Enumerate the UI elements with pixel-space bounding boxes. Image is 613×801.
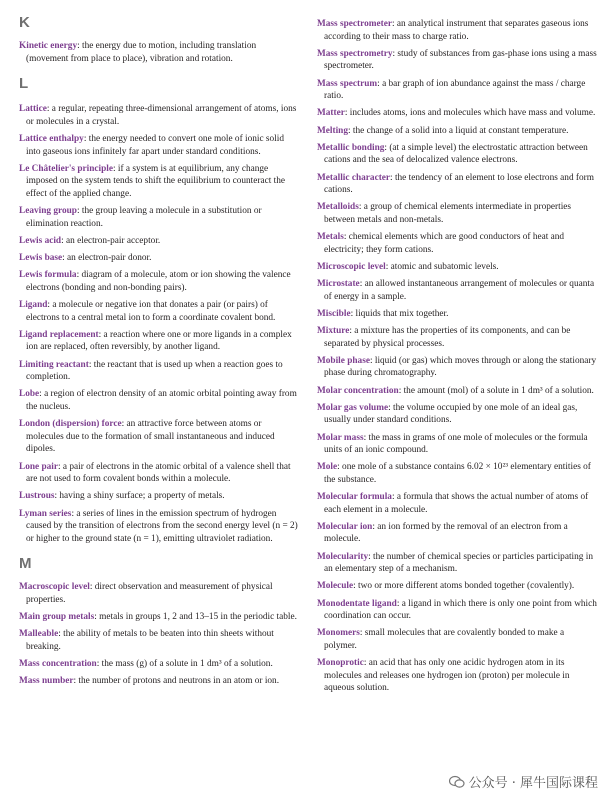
glossary-definition: : liquids that mix together. [350,308,449,319]
glossary-term: Metals [317,232,344,243]
wechat-icon [449,775,465,789]
glossary-definition: : liquid (or gas) which moves through or along the stationary phase during chromatography. [324,355,597,379]
glossary-definition: : a bar graph of ion abundance against the mass / charge ratio. [324,78,586,102]
glossary-entry [317,48,599,73]
glossary-entry [317,580,599,593]
glossary-term: Kinetic energy [19,41,78,51]
glossary-entry [19,461,298,486]
section-letter: K [19,14,30,31]
glossary-entry [317,308,599,321]
glossary-term: Malleable [19,629,59,640]
glossary-term: London (dispersion) force [19,419,122,430]
section-letter: L [19,75,29,93]
glossary-left-column [19,0,298,692]
glossary-definition: : the change of a solid into a liquid at constant temperature. [347,125,569,136]
glossary-entry [317,278,599,303]
glossary-definition: : the tendency of an element to lose electrons and form cations. [324,172,594,196]
glossary-entry [19,490,298,503]
glossary-definition: : the number of chemical species or particles participating in an elementary step of a mechanism. [324,551,593,575]
glossary-term: Lobe [19,389,40,400]
glossary-definition: : atomic and subatomic levels. [385,261,499,272]
glossary-definition: : a formula that shows the actual number of atoms of each element in a molecule. [324,492,589,515]
glossary-term: Matter [317,108,345,119]
glossary-entry [19,418,298,456]
glossary-term: Mass spectrum [317,78,378,89]
glossary-term: Mass number [19,676,74,687]
glossary-term: Limiting reactant [19,359,89,370]
glossary-entry [317,325,599,350]
glossary-term: Mass spectrometry [317,48,393,59]
glossary-term: Main group metals [19,612,95,623]
glossary-entry [19,269,298,294]
glossary-term: Lattice [19,104,47,115]
glossary-term: Lyman series [19,508,72,519]
glossary-term: Monomers [317,628,360,639]
glossary-term: Le Châtelier's principle [19,163,113,174]
glossary-entry [19,133,298,158]
glossary-term: Lewis formula [19,270,77,281]
glossary-term: Metallic character [317,172,391,183]
glossary-entry [317,521,599,546]
glossary-term: Miscible [317,308,351,319]
watermark [446,771,601,792]
glossary-definition: : the energy due to motion, including translation (movement from place to place), vibration and rotation. [26,41,257,64]
glossary-definition: : a region of electron density of an atomic orbital pointing away from the nucleus. [26,389,297,412]
glossary-entry [19,628,298,653]
glossary-term: Ligand [19,300,48,311]
glossary-entry [317,142,599,167]
glossary-term: Lattice enthalpy [19,133,84,144]
glossary-entry [317,125,599,138]
glossary-entry [317,385,599,398]
glossary-definition: : one mole of a substance contains 6.02 × 10²³ elementary entities of the substance. [324,462,591,485]
glossary-entry [317,18,599,43]
glossary-definition: : an analytical instrument that separates gaseous ions according to their mass to charge ratio. [324,19,589,42]
glossary-definition: : having a shiny surface; a property of metals. [54,491,225,502]
glossary-term: Molar mass [317,432,364,443]
glossary-definition: : two or more different atoms bonded together (covalently). [353,581,575,592]
glossary-entry [19,329,298,354]
glossary-definition: : the number of protons and neutrons in an atom or ion. [73,676,280,687]
glossary-term: Lewis base [19,253,63,264]
glossary-definition: : an attractive force between atoms or molecules due to the formation of small instantaneous and induced dipoles. [26,419,275,455]
glossary-term: Molecular ion [317,521,373,532]
glossary-term: Metallic bonding [317,142,385,153]
glossary-definition: : a reaction where one or more ligands in a complex ion are replaced, often reversibly, by another ligand. [26,329,292,353]
glossary-term: Mole [317,462,338,473]
glossary-term: Leaving group [19,206,77,217]
glossary-definition: : an allowed instantaneous arrangement of molecules or quanta of energy in a sample. [324,279,595,302]
glossary-entry [317,107,599,120]
glossary-definition: : a regular, repeating three-dimensional arrangement of atoms, ions or molecules in a crystal. [26,104,297,127]
glossary-entry [317,432,599,457]
glossary-definition: : a ligand in which there is only one point from which coordination can occur. [324,598,597,622]
glossary-entry [19,581,298,606]
glossary-term: Metalloids [317,202,359,213]
glossary-definition: : small molecules that are covalently bonded to make a polymer. [324,628,565,651]
glossary-entry [19,675,298,688]
glossary-term: Macroscopic level [19,582,90,593]
glossary-definition: : a molecule or negative ion that donates a pair (or pairs) of electrons to a central metal ion to form a coordinate covalent bond. [26,300,276,323]
glossary-entry [19,103,298,128]
glossary-term: Molecular formula [317,492,392,503]
glossary-term: Melting [317,125,348,136]
glossary-term: Monodentate ligand [317,598,397,609]
glossary-term: Ligand replacement [19,329,99,340]
glossary-entry [19,235,298,248]
glossary-definition: : if a system is at equilibrium, any change imposed on the system tends to shift the equilibrium to counteract the effect of the applied change. [26,163,285,199]
glossary-term: Molar gas volume [317,402,389,413]
glossary-entry [19,611,298,624]
glossary-definition: : a pair of electrons in the atomic orbital of a valence shell that are not used to form covalent bonds within a molecule. [26,461,291,485]
glossary-entry [19,658,298,671]
glossary-term: Microstate [317,279,360,290]
glossary-definition: : chemical elements which are good conductors of heat and electricity; they form cations. [324,232,565,255]
glossary-term: Molar concentration [317,385,399,396]
watermark-text: 公众号 · 犀牛国际课程 [468,776,598,791]
glossary-term: Mixture [317,326,350,336]
glossary-definition: : the amount (mol) of a solute in 1 dm³ of a solution. [398,385,594,396]
glossary-definition: : a series of lines in the emission spectrum of hydrogen caused by the transition of electrons from the second energy level (n = 2) or higher to the ground state (n = 1), emitting ultraviolet radiation. [26,508,298,544]
glossary-definition: : includes atoms, ions and molecules which have mass and volume. [344,108,596,119]
glossary-entry [19,205,298,230]
glossary-term: Lone pair [19,461,58,472]
glossary-entry [317,201,599,226]
glossary-definition: : a group of chemical elements intermediate in properties between metals and non-metals. [324,202,572,225]
glossary-term: Monoprotic [317,658,364,669]
glossary-term: Mass spectrometer [317,19,392,29]
glossary-entry [317,627,599,652]
glossary-entry [317,231,599,256]
glossary-entry [19,508,298,546]
glossary-term: Mass concentration [19,659,97,670]
glossary-entry [317,461,599,486]
glossary-term: Molecule [317,581,354,592]
glossary-definition: : the reactant that is used up when a reaction goes to completion. [26,359,283,383]
glossary-entry [317,261,599,274]
glossary-definition: : the energy needed to convert one mole of ionic solid into gaseous ions infinitely far apart under standard conditions. [26,133,284,157]
glossary-entry [19,252,298,265]
glossary-term: Lewis acid [19,235,62,246]
glossary-right-column [317,0,599,700]
glossary-entry [19,359,298,384]
glossary-entry [317,598,599,623]
glossary-entry [317,172,599,197]
glossary-definition: : the volume occupied by one mole of an ideal gas, usually under standard conditions. [324,402,578,426]
glossary-entry [317,657,599,695]
glossary-definition: : an electron-pair acceptor. [61,235,161,246]
glossary-entry [19,40,298,65]
glossary-definition: : diagram of a molecule, atom or ion showing the valence electrons (bonding and non-bonding pairs). [26,270,291,293]
glossary-definition: : direct observation and measurement of physical properties. [26,582,273,605]
glossary-definition: : study of substances from gas-phase ions using a mass spectrometer. [324,48,597,72]
glossary-term: Molecularity [317,551,369,562]
glossary-term: Lustrous [19,491,55,502]
glossary-entry [317,402,599,427]
glossary-entry [19,299,298,324]
glossary-definition: : the mass (g) of a solute in 1 dm³ of a solution. [96,659,273,670]
glossary-definition: : metals in groups 1, 2 and 13–15 in the periodic table. [94,612,297,623]
glossary-entry [317,78,599,103]
glossary-entry [19,163,298,201]
glossary-entry [317,491,599,516]
glossary-definition: : an acid that has only one acidic hydrogen atom in its molecules and releases one hydrogen ion (proton) per molecule in aqueous solution. [324,658,570,694]
glossary-entry [317,355,599,380]
glossary-entry [317,551,599,576]
section-letter: M [19,555,32,573]
glossary-definition: : the ability of metals to be beaten into thin sheets without breaking. [26,629,274,652]
glossary-entry [19,388,298,413]
glossary-definition: : the group leaving a molecule in a substitution or elimination reaction. [26,206,262,229]
glossary-definition: : (at a simple level) the electrostatic attraction between cations and the sea of delocalized valence electrons. [324,142,588,166]
glossary-definition: : an electron-pair donor. [62,253,152,264]
glossary-definition: : an ion formed by the removal of an electron from a molecule. [324,521,568,545]
glossary-term: Microscopic level [317,261,386,272]
glossary-definition: : the mass in grams of one mole of molecules or the formula units of an ionic compound. [324,432,588,456]
glossary-definition: : a mixture has the properties of its components, and can be separated by physical processes. [324,326,571,349]
glossary-term: Mobile phase [317,355,370,366]
